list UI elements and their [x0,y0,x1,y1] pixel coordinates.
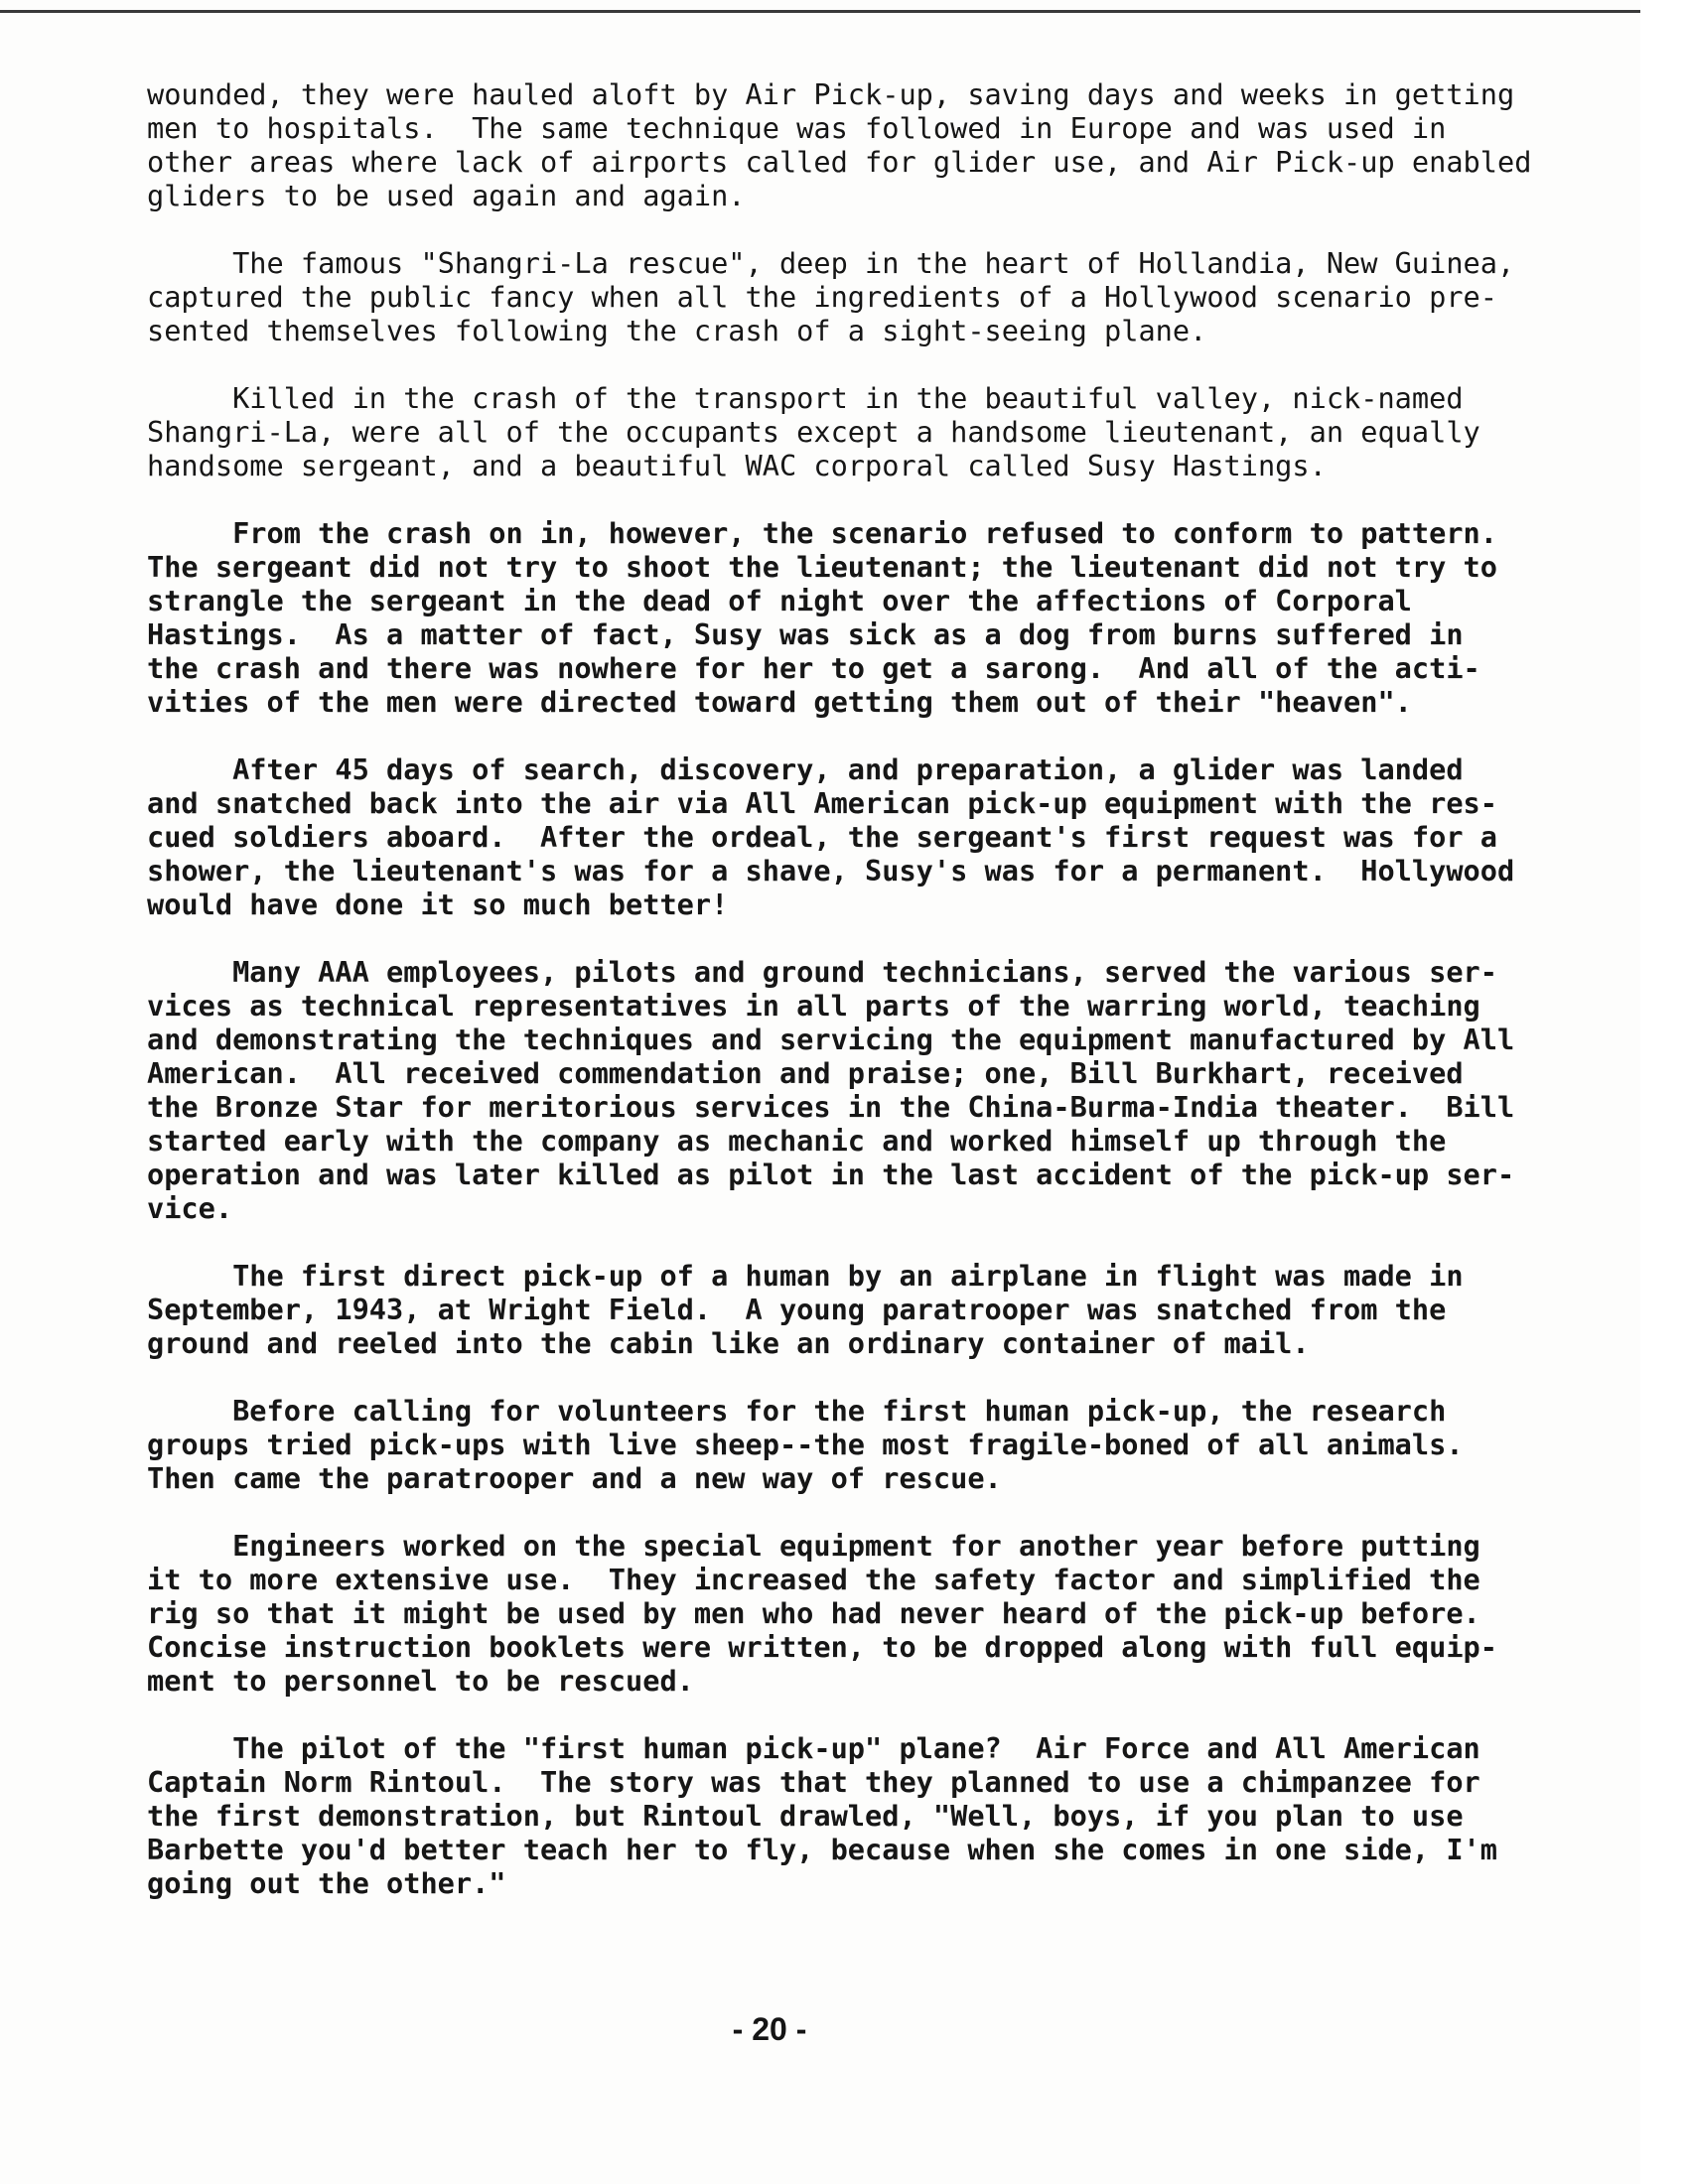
paragraph [147,516,1547,719]
page-edge [1640,0,1688,2184]
paragraph [147,955,1547,1225]
text-line: Then came the paratrooper and a new way of rescue. [147,1461,1002,1495]
page-number: - 20 - [732,2011,807,2047]
text-line: sented themselves following the crash of a sight-seeing plane. [147,314,1207,347]
text-line: Before calling for volunteers for the first human pick-up, the research [147,1394,1447,1428]
text-line: rig so that it might be used by men who had never heard of the pick-up before. [147,1596,1480,1630]
paragraph [147,1394,1547,1495]
text-line: started early with the company as mechanic and worked himself up through the [147,1124,1447,1158]
paragraph [147,1259,1547,1360]
text-line: gliders to be used again and again. [147,179,746,212]
text-line: ment to personnel to be rescued. [147,1664,694,1698]
text-line: men to hospitals. The same technique was followed in Europe and was used in [147,111,1447,145]
text-line: the crash and there was nowhere for her to get a sarong. And all of the acti- [147,651,1480,685]
text-line: vices as technical representatives in all parts of the warring world, teaching [147,989,1480,1023]
text-line: Hastings. As a matter of fact, Susy was sick as a dog from burns suffered in [147,617,1464,651]
text-line: After 45 days of search, discovery, and preparation, a glider was landed [147,752,1464,786]
text-line: Killed in the crash of the transport in the beautiful valley, nick-named [147,381,1464,415]
paragraph [147,381,1547,482]
paragraph [147,1529,1547,1698]
text-line: The first direct pick-up of a human by an airplane in flight was made in [147,1259,1464,1293]
text-line: The pilot of the "first human pick-up" plane? Air Force and All American [147,1731,1480,1765]
text-line: wounded, they were hauled aloft by Air Pick-up, saving days and weeks in getting [147,77,1515,111]
text-line: going out the other." [147,1866,506,1900]
paragraph [147,246,1547,347]
text-line: the Bronze Star for meritorious services in the China-Burma-India theater. Bill [147,1090,1515,1124]
text-line: The sergeant did not try to shoot the lieutenant; the lieutenant did not try to [147,550,1497,584]
paragraph [147,1731,1547,1900]
text-line: Captain Norm Rintoul. The story was that they planned to use a chimpanzee for [147,1765,1480,1799]
text-line: Barbette you'd better teach her to fly, because when she comes in one side, I'm [147,1833,1497,1866]
text-line: strangle the sergeant in the dead of night over the affections of Corporal [147,584,1412,617]
text-line: ground and reeled into the cabin like an ordinary container of mail. [147,1326,1310,1360]
text-line: it to more extensive use. They increased the safety factor and simplified the [147,1563,1480,1596]
text-line: and demonstrating the techniques and servicing the equipment manufactured by All [147,1023,1515,1056]
text-line: The famous "Shangri-La rescue", deep in the heart of Hollandia, New Guinea, [147,246,1515,280]
text-line: Concise instruction booklets were written, to be dropped along with full equip- [147,1630,1497,1664]
paragraph [147,752,1547,921]
text-line: the first demonstration, but Rintoul drawled, "Well, boys, if you plan to use [147,1799,1464,1833]
text-line: American. All received commendation and praise; one, Bill Burkhart, received [147,1056,1464,1090]
top-rule [0,10,1640,13]
text-line: other areas where lack of airports called for glider use, and Air Pick-up enabled [147,145,1532,179]
text-line: Shangri-La, were all of the occupants except a handsome lieutenant, an equally [147,415,1480,449]
text-line: groups tried pick-ups with live sheep--the most fragile-boned of all animals. [147,1428,1464,1461]
text-line: captured the public fancy when all the ingredients of a Hollywood scenario pre- [147,280,1497,314]
paragraph [147,77,1547,212]
text-line: shower, the lieutenant's was for a shave, Susy's was for a permanent. Hollywood [147,854,1515,887]
text-line: and snatched back into the air via All American pick-up equipment with the res- [147,786,1497,820]
text-line: handsome sergeant, and a beautiful WAC corporal called Susy Hastings. [147,449,1327,482]
text-line: September, 1943, at Wright Field. A young paratrooper was snatched from the [147,1293,1447,1326]
text-line: operation and was later killed as pilot in the last accident of the pick-up ser- [147,1158,1515,1191]
text-line: vities of the men were directed toward getting them out of their "heaven". [147,685,1412,719]
text-line: vice. [147,1191,233,1225]
text-line: Many AAA employees, pilots and ground technicians, served the various ser- [147,955,1497,989]
text-line: cued soldiers aboard. After the ordeal, the sergeant's first request was for a [147,820,1497,854]
text-line: From the crash on in, however, the scenario refused to conform to pattern. [147,516,1497,550]
text-line: would have done it so much better! [147,887,729,921]
page-body [147,77,1547,1934]
text-line: Engineers worked on the special equipment for another year before putting [147,1529,1480,1563]
